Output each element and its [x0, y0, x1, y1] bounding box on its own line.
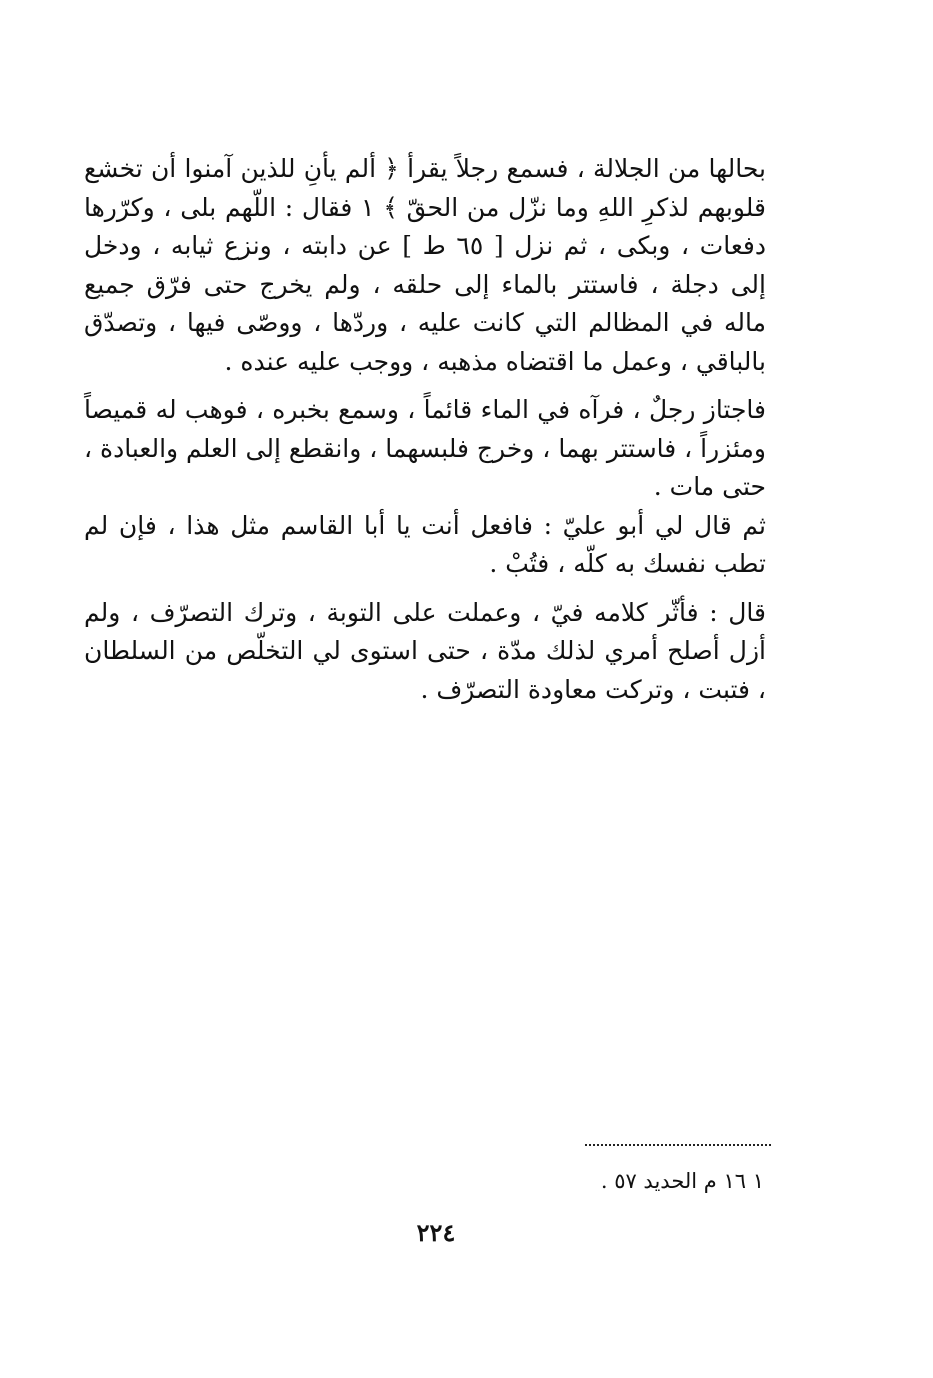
page-number: ٢٢٤	[416, 1218, 456, 1247]
footnote: ١ ١٦ م الحديد ٥٧ .	[600, 1169, 764, 1193]
footnote-separator	[585, 1144, 771, 1146]
paragraph-3: ثم قال لي أبو عليّ : فافعل أنت يا أبا القاسم مثل هذا ، فإن لم تطب نفسك به كلّه ، فتُبْ .	[84, 510, 766, 578]
paragraph-4: قال : فأثّر كلامه فيّ ، وعملت على التوبة ، وترك التصرّف ، ولم أزل أصلح أمري لذلك مدّة ، حتى استوى لي التخلّص من السلطان ، فتبت ، وتركت معاودة التصرّف .	[84, 597, 766, 704]
paragraph-2: فاجتاز رجلٌ ، فرآه في الماء قائماً ، وسمع بخبره ، فوهب له قميصاً ومئزراً ، فاستتر بهما ، وخرج فلبسهما ، وانقطع إلى العلم والعبادة ، حتى مات .	[84, 395, 766, 501]
paragraph-1: بحالها من الجلالة ، فسمع رجلاً يقرأ ﴿ ألم يأنِ للذين آمنوا أن تخشع قلوبهم لذكرِ اللهِ وما نزّل من الحقّ ﴾ ١ فقال : اللّهم بلى ، وكرّرها دفعات ، وبكى ، ثم نزل [ ٦٥ ط ] عن دابته ، ونزع ثيابه ، ودخل إلى دجلة ، فاستتر بالماء إلى حلقه ، ولم يخرج حتى فرّق جميع ماله في المظالم التي كانت عليه ، وردّها ، ووصّى فيها ، وتصدّق بالباقي ، وعمل ما اقتضاه مذهبه ، ووجب عليه عنده .	[84, 154, 766, 376]
body-text	[84, 150, 766, 709]
